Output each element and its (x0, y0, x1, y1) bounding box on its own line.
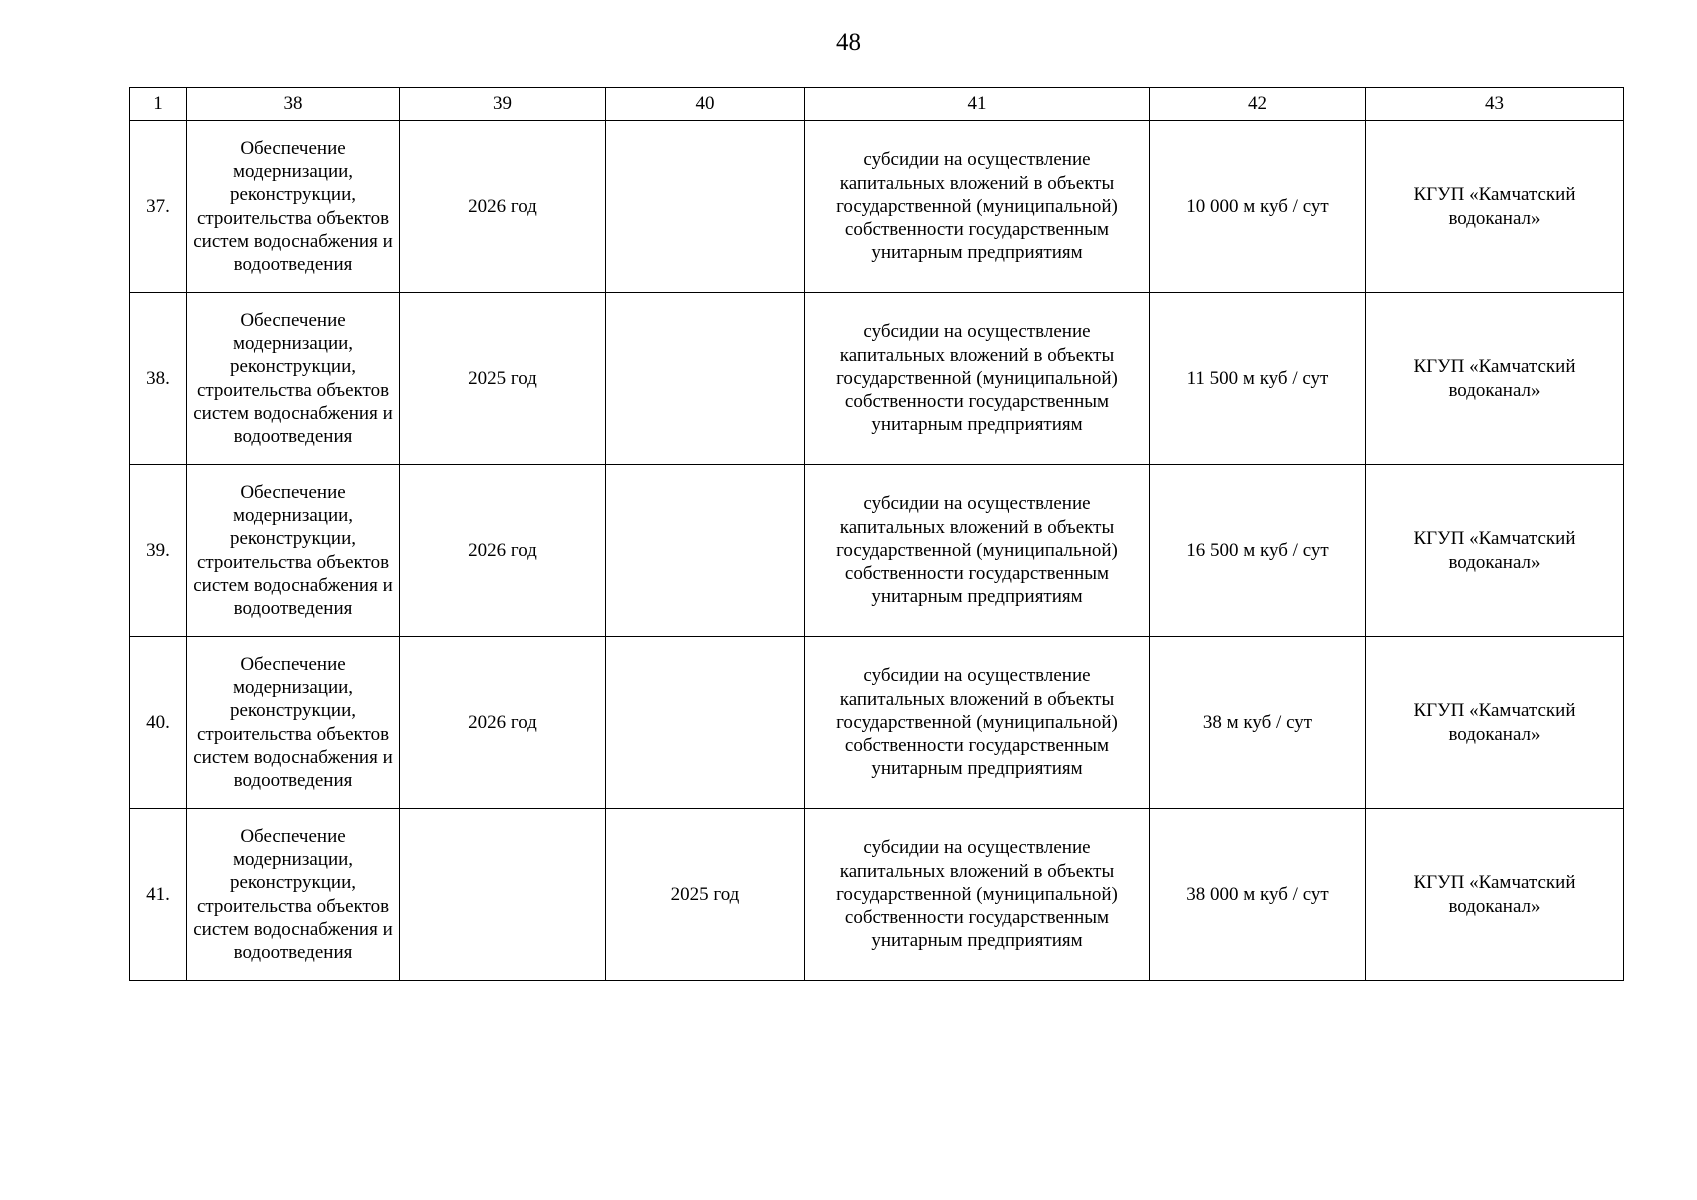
data-table (129, 87, 1624, 981)
header-cell-43: 43 (1366, 88, 1624, 121)
header-cell-42: 42 (1150, 88, 1366, 121)
operator-cell: КГУП «Камчатский водоканал» (1366, 637, 1624, 809)
header-row (130, 88, 1624, 121)
year-cell-40: 2025 год (606, 809, 805, 981)
table-row (130, 809, 1624, 981)
support-form-cell: субсидии на осуществление капитальных вложений в объекты государственной (муниципальной) собственности государственным унитарным предприятиям (805, 809, 1150, 981)
table-header (130, 88, 1624, 121)
table-row (130, 293, 1624, 465)
header-cell-41: 41 (805, 88, 1150, 121)
table-row (130, 465, 1624, 637)
capacity-cell: 16 500 м куб / сут (1150, 465, 1366, 637)
year-cell-39: 2026 год (400, 465, 606, 637)
row-number: 39. (130, 465, 187, 637)
header-cell-39: 39 (400, 88, 606, 121)
purpose-cell: Обеспечение модернизации, реконструкции, строительства объектов систем водоснабжения и водоотведения (187, 637, 400, 809)
year-cell-40 (606, 121, 805, 293)
operator-cell: КГУП «Камчатский водоканал» (1366, 293, 1624, 465)
row-number: 40. (130, 637, 187, 809)
support-form-cell: субсидии на осуществление капитальных вложений в объекты государственной (муниципальной) собственности государственным унитарным предприятиям (805, 465, 1150, 637)
table-row (130, 637, 1624, 809)
capacity-cell: 38 000 м куб / сут (1150, 809, 1366, 981)
page-number: 48 (836, 29, 861, 56)
row-number: 38. (130, 293, 187, 465)
header-cell-40: 40 (606, 88, 805, 121)
row-number: 41. (130, 809, 187, 981)
capacity-cell: 38 м куб / сут (1150, 637, 1366, 809)
operator-cell: КГУП «Камчатский водоканал» (1366, 121, 1624, 293)
purpose-cell: Обеспечение модернизации, реконструкции, строительства объектов систем водоснабжения и водоотведения (187, 809, 400, 981)
year-cell-40 (606, 465, 805, 637)
header-cell-1: 1 (130, 88, 187, 121)
support-form-cell: субсидии на осуществление капитальных вложений в объекты государственной (муниципальной) собственности государственным унитарным предприятиям (805, 121, 1150, 293)
row-number: 37. (130, 121, 187, 293)
operator-cell: КГУП «Камчатский водоканал» (1366, 465, 1624, 637)
support-form-cell: субсидии на осуществление капитальных вложений в объекты государственной (муниципальной) собственности государственным унитарным предприятиям (805, 293, 1150, 465)
table-row (130, 121, 1624, 293)
purpose-cell: Обеспечение модернизации, реконструкции, строительства объектов систем водоснабжения и водоотведения (187, 293, 400, 465)
year-cell-39: 2026 год (400, 637, 606, 809)
support-form-cell: субсидии на осуществление капитальных вложений в объекты государственной (муниципальной) собственности государственным унитарным предприятиям (805, 637, 1150, 809)
table-body (130, 121, 1624, 981)
capacity-cell: 11 500 м куб / сут (1150, 293, 1366, 465)
capacity-cell: 10 000 м куб / сут (1150, 121, 1366, 293)
year-cell-39: 2025 год (400, 293, 606, 465)
year-cell-40 (606, 637, 805, 809)
year-cell-39: 2026 год (400, 121, 606, 293)
year-cell-40 (606, 293, 805, 465)
operator-cell: КГУП «Камчатский водоканал» (1366, 809, 1624, 981)
year-cell-39 (400, 809, 606, 981)
purpose-cell: Обеспечение модернизации, реконструкции, строительства объектов систем водоснабжения и водоотведения (187, 121, 400, 293)
header-cell-38: 38 (187, 88, 400, 121)
purpose-cell: Обеспечение модернизации, реконструкции, строительства объектов систем водоснабжения и водоотведения (187, 465, 400, 637)
